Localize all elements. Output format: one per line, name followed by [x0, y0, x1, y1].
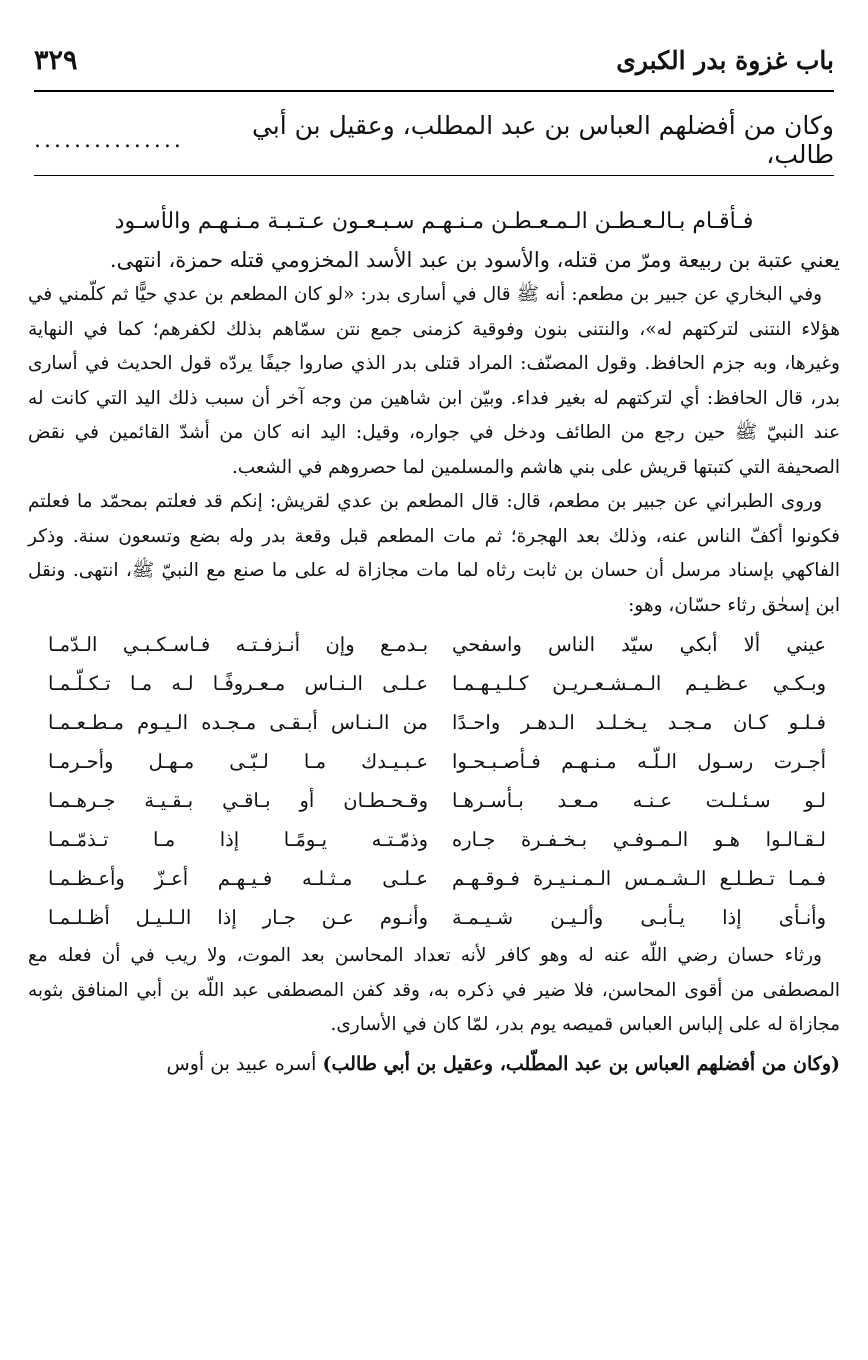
- page-number: ٣٢٩: [34, 44, 78, 76]
- verse-explanation: يعني عتبة بن ربيعة ومرّ من قتله، والأسود بن عبد الأسد المخزومي قتله حمزة، انتهى.: [109, 248, 840, 272]
- paragraph-hassan-elegy: ورثاء حسان رضي اللّه عنه له وهو كافر لأنه تعداد المحاسن بعد الموت، ولا ريب في أن فعله مع المصطفى من أقوى المحاسن، فلا ضير في ذكره به، وقد كفن المصطفى عبد اللّه بن أبي المنافق بثوبه مجازاة له على إلباس العباس قميصه يوم بدر، لمّا كان في الأسارى.: [28, 945, 840, 1035]
- next-matn-quote: (وكان من أفضلهم العباس بن عبد المطّلب، وعقيل بن أبي طالب): [322, 1052, 840, 1075]
- poem-hemistich-right: وبـكـي عـظـيـم الـمـشـعـريـن كـلـيـهـمـا: [452, 672, 826, 695]
- chapter-title: باب غزوة بدر الكبرى: [616, 45, 834, 75]
- matn-dots: ...............: [34, 127, 184, 153]
- poem-hemistich-left: من الـنـاس أبـقـى مـجـده الـيـوم مـطـعـمـا: [48, 711, 428, 734]
- poem-hemistich-right: لـقـالـوا هـو الـمـوفـي بـخـفـرة جـاره: [452, 828, 826, 851]
- paragraph-tabarani: وروى الطبراني عن جبير بن مطعم، قال: قال المطعم بن عدي لقريش: إنكم قد فعلتم بمحمّد ما فعلتم فكونوا أكفّ الناس عنه، وذلك بعد الهجرة؛ ثم مات المطعم قبل وقعة بدر وله بضع وتسعون سنة. وذكر الفاكهي بإسناد مرسل أن حسان بن ثابت رثاه لما مات مجازاة له على ما صنع مع النبيّ ﷺ، انتهى. ونقل ابن إسحٰق رثاء حسّان، وهو:: [28, 491, 840, 616]
- matn-sentence: وكان من أفضلهم العباس بن عبد المطلب، وعقيل بن أبي طالب،: [251, 111, 834, 169]
- poem-hemistich-right: فـلـو كـان مـجـد يـخـلـد الـدهـر واحـدًا: [452, 711, 826, 734]
- poem-line: [28, 859, 840, 898]
- header-divider: [34, 90, 834, 92]
- poem-hemistich-left: عـبـيـدك مـا لـبّـى مـهـل وأحـرمـا: [48, 750, 428, 773]
- matn-text: [34, 111, 834, 169]
- poem-line: [28, 820, 840, 859]
- poem: [28, 625, 840, 937]
- poem-line: [28, 664, 840, 703]
- poem-hemistich-right: فـمـا تـطـلـع الـشـمـس الـمـنـيـرة فـوقـهـم: [452, 867, 826, 890]
- poem-hemistich-right: عيني ألا أبكي سيّد الناس واسفحي: [452, 633, 826, 656]
- poem-hemistich-left: عـلـى مـثـلـه فـيـهـم أعـزّ وأعـظـمـا: [48, 867, 428, 890]
- poem-hemistich-left: بـدمـع وإن أنـزفـتـه فـاسـكـبـي الـدّمـا: [48, 633, 428, 656]
- page-header: [34, 40, 834, 80]
- poem-line: [28, 703, 840, 742]
- poem-hemistich-left: وقـحـطـان أو بـاقـي بـقـيـة جـرهـمـا: [48, 789, 428, 812]
- next-matn-commentary: أسره عبيد بن أوس: [166, 1052, 323, 1075]
- poem-hemistich-right: وأنـأى إذا يـأبـى وألـيـن شـيـمـة: [452, 906, 826, 929]
- poem-hemistich-right: أجـرت رسـول الـلّـه مـنـهـم فـأصـبـحـوا: [452, 750, 826, 773]
- next-matn-paragraph: [28, 1047, 840, 1081]
- poem-line: [28, 781, 840, 820]
- commentary-body: [28, 202, 840, 1081]
- poem-hemistich-left: عـلـى الـنـاس مـعـروفًـا لـه مـا تـكـلّـمـا: [48, 672, 428, 695]
- poem-line: [28, 742, 840, 781]
- poem-line: [28, 625, 840, 664]
- quoted-verse: فـأقـام بـالـعـطـن الـمـعـطـن مـنـهـم سـبـعـون عـتـبـة مـنـهـم والأسـود: [114, 209, 754, 234]
- paragraph-bukhari: وفي البخاري عن جبير بن مطعم: أنه ﷺ قال في أسارى بدر: «لو كان المطعم بن عدي حيًّا ثم كلّمني في هؤلاء النتنى لتركتهم له»، والنتنى بنون وفوقية كزمنى جمع نتن سمّاهم بذلك لكفرهم؛ كما في النهاية وغيرها، وبه جزم الحافظ. وقول المصنّف: المراد قتلى بدر الذي صاروا جيفًا يردّه قول الحديث في أسارى بدر، قال الحافظ: أي لتركتهم له بغير فداء. وبيّن ابن شاهين من وجه آخر أن سبب ذلك اليد التي كانت له عند النبيّ ﷺ حين رجع من الطائف ودخل في جواره، وقيل: اليد انه كان من أشدّ القائمين في نقض الصحيفة التي كتبتها قريش على بني هاشم والمسلمين لما حصروهم في الشعب.: [28, 284, 840, 478]
- poem-line: [28, 898, 840, 937]
- matn-divider: [34, 175, 834, 176]
- poem-hemistich-left: وذمّـتـه يـومًـا إذا مـا تـذمّـمـا: [48, 828, 428, 851]
- poem-hemistich-left: وأنـوم عـن جـار إذا الـلـيـل أظـلـمـا: [48, 906, 428, 929]
- poem-hemistich-right: لـو سـئـلـت عـنـه مـعـد بـأسـرهـا: [452, 789, 826, 812]
